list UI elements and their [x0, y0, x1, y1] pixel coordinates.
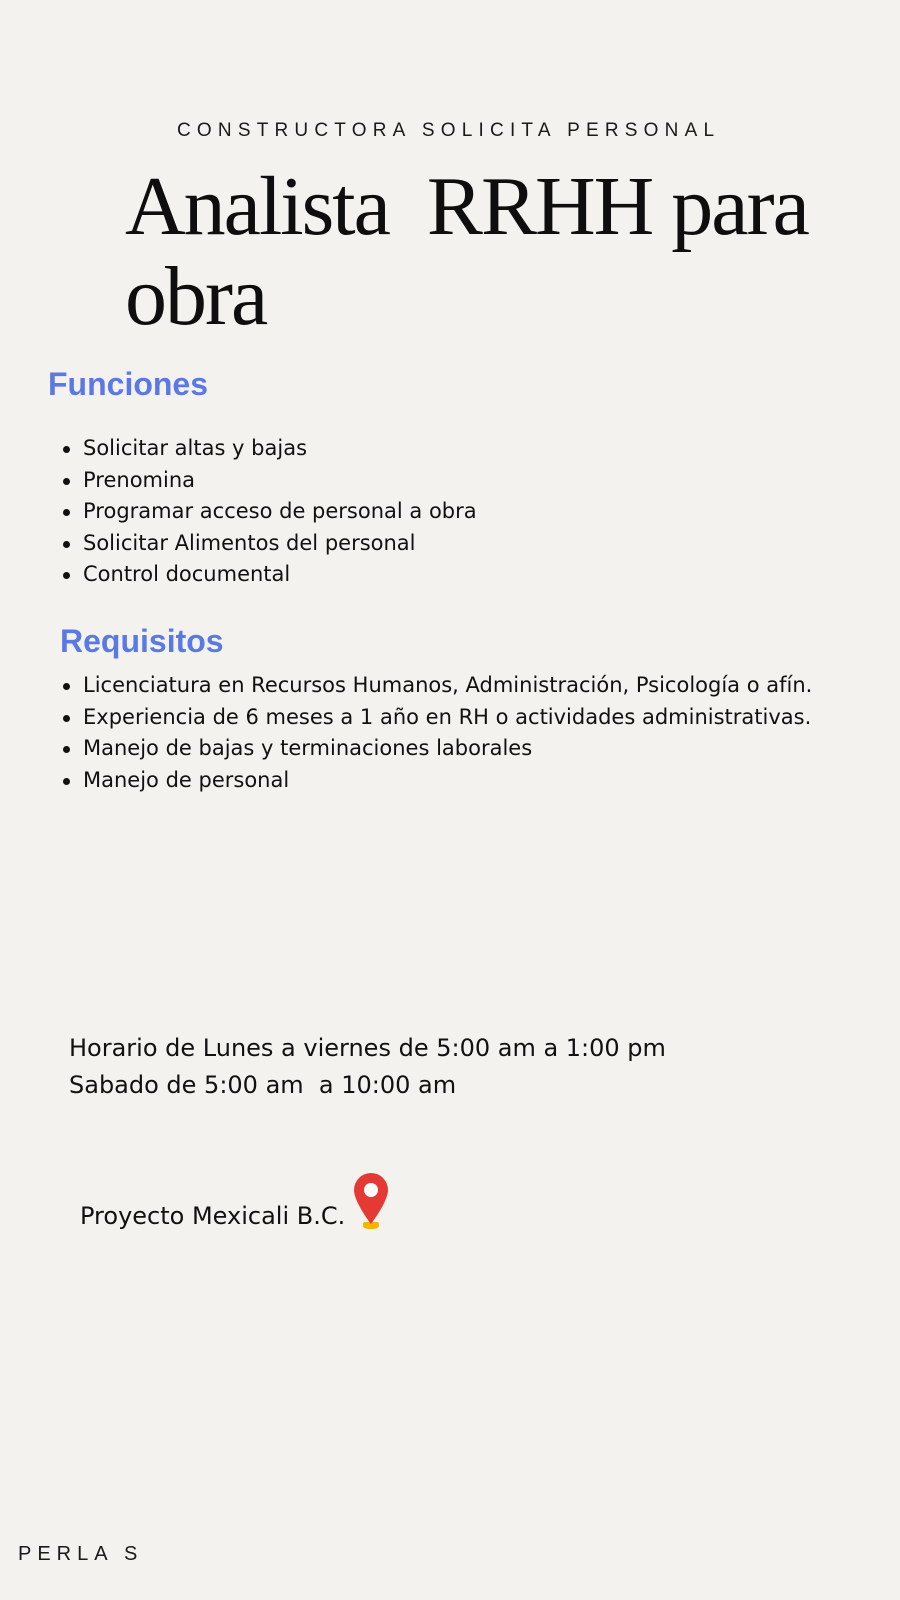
requisitos-item-text: Experiencia de 6 meses a 1 año en RH o actividades administrativas.	[83, 704, 812, 729]
job-title: Analista RRHH para obra	[125, 160, 827, 343]
funciones-item-text: Programar acceso de personal a obra	[83, 499, 477, 523]
list-item	[63, 765, 823, 797]
requisitos-item-text: Manejo de personal	[83, 767, 290, 792]
funciones-list	[63, 433, 863, 591]
list-item	[63, 702, 823, 734]
bullet-icon	[63, 572, 70, 579]
requisitos-list	[63, 670, 823, 796]
bullet-icon	[63, 509, 70, 516]
bullet-icon	[63, 746, 70, 753]
list-item	[63, 528, 863, 560]
list-item	[63, 670, 823, 702]
list-item	[63, 496, 863, 528]
bullet-icon	[63, 478, 70, 485]
project-location	[80, 1200, 391, 1232]
bullet-icon	[63, 715, 70, 722]
list-item	[63, 733, 823, 765]
schedule-block	[69, 1030, 666, 1104]
requisitos-item-text: Manejo de bajas y terminaciones laborales	[83, 736, 533, 760]
funciones-item-text: Solicitar altas y bajas	[83, 436, 308, 460]
schedule-saturday: Sabado de 5:00 am a 10:00 am	[69, 1071, 457, 1099]
bullet-icon	[63, 541, 70, 548]
bullet-icon	[63, 778, 70, 785]
requisitos-heading: Requisitos	[60, 623, 224, 659]
map-pin-icon	[351, 1170, 391, 1232]
list-item	[63, 559, 863, 591]
list-item	[63, 465, 863, 497]
funciones-heading: Funciones	[48, 366, 209, 402]
list-item	[63, 433, 863, 465]
bullet-icon	[63, 683, 70, 690]
eyebrow-text: CONSTRUCTORA SOLICITA PERSONAL	[177, 120, 721, 141]
schedule-weekdays: Horario de Lunes a viernes de 5:00 am a 1:00 pm	[69, 1034, 666, 1062]
signature: PERLA S	[18, 1543, 144, 1565]
project-location-label: Proyecto Mexicali B.C.	[80, 1202, 346, 1230]
requisitos-item-text: Licenciatura en Recursos Humanos, Administración, Psicología o afín.	[83, 673, 813, 697]
funciones-item-text: Solicitar Alimentos del personal	[83, 530, 416, 555]
funciones-item-text: Prenomina	[83, 467, 196, 492]
funciones-item-text: Control documental	[83, 562, 291, 586]
bullet-icon	[63, 446, 70, 453]
